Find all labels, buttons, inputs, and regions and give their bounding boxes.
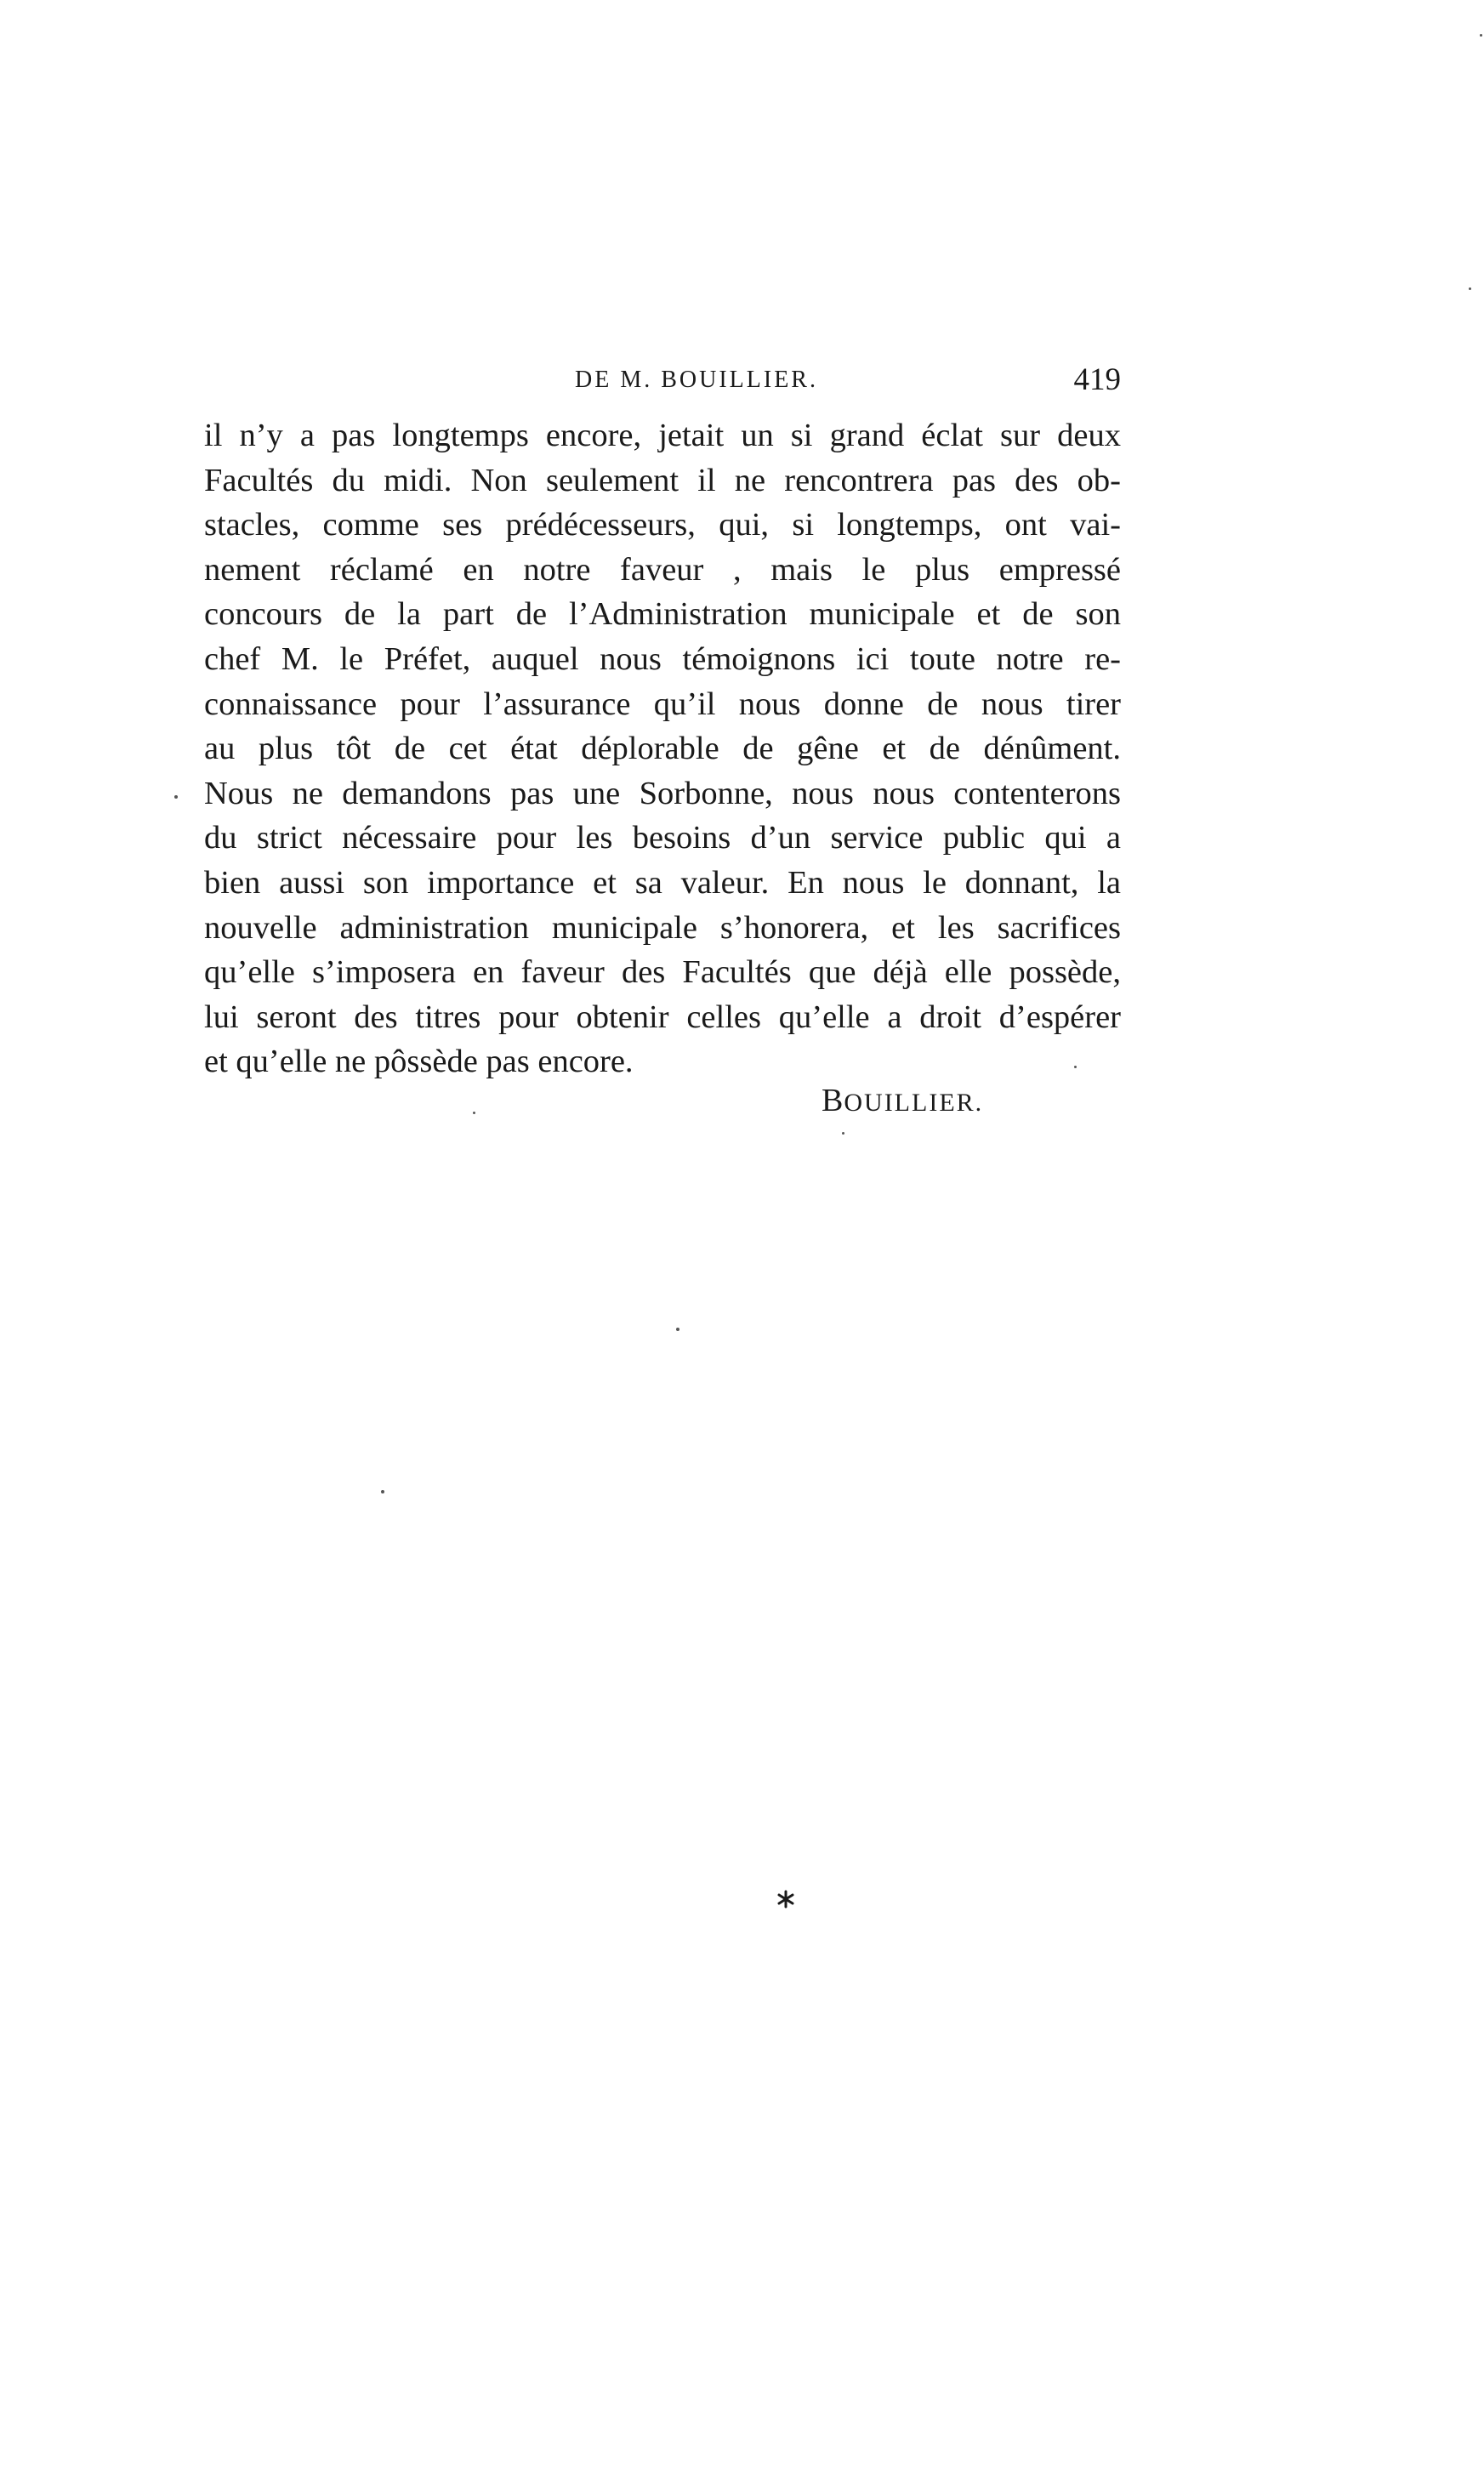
text-line: au plus tôt de cet état déplorable de gêne et de dénûment. [204, 731, 1121, 767]
asterisk-ornament-icon [776, 1890, 795, 1909]
scan-speck [842, 1132, 844, 1135]
running-title: DE M. BOUILLIER. [575, 367, 818, 393]
text-line: qu’elle s’imposera en faveur des Facultés que déjà elle possède, [204, 954, 1121, 991]
text-line: Nous ne demandons pas une Sorbonne, nous nous contenterons [204, 775, 1121, 811]
text-line: connaissance pour l’assurance qu’il nous donne de nous tirer [204, 685, 1121, 722]
text-line: stacles, comme ses prédécesseurs, qui, si longtemps, ont vai- [204, 507, 1121, 543]
scan-speck [1469, 287, 1471, 290]
text-line: Facultés du midi. Non seulement il ne rencontrera pas des ob- [204, 462, 1121, 498]
text-line: lui seront des titres pour obtenir celles qu’elle a droit d’espérer [204, 998, 1121, 1035]
text-line: il n’y a pas longtemps encore, jetait un si grand éclat sur deux [204, 418, 1121, 453]
scan-speck [473, 1112, 475, 1114]
signature-rest: OUILLIER. [844, 1089, 984, 1117]
text-line: et qu’elle ne pôssède pas encore. [204, 1044, 634, 1080]
text-line: nouvelle administration municipale s’honorera, et les sacrifices [204, 909, 1121, 946]
scan-speck [381, 1490, 384, 1493]
page-number: 419 [1073, 362, 1121, 397]
scan-speck [1480, 34, 1482, 37]
signature-initial: B [822, 1083, 844, 1118]
text-line: chef M. le Préfet, auquel nous témoignons ici toute notre re- [204, 640, 1121, 677]
author-signature [822, 1082, 983, 1119]
scan-speck [174, 795, 178, 799]
text-line: concours de la part de l’Administration municipale et de son [204, 596, 1121, 633]
running-head [204, 361, 1121, 412]
body-text [204, 413, 1121, 1084]
text-line: bien aussi son importance et sa valeur. En nous le donnant, la [204, 864, 1121, 901]
scan-speck [676, 1328, 679, 1331]
scan-speck [1074, 1066, 1077, 1068]
text-line: nement réclamé en notre faveur , mais le plus empressé [204, 551, 1121, 588]
text-line: du strict nécessaire pour les besoins d’un service public qui a [204, 820, 1121, 856]
